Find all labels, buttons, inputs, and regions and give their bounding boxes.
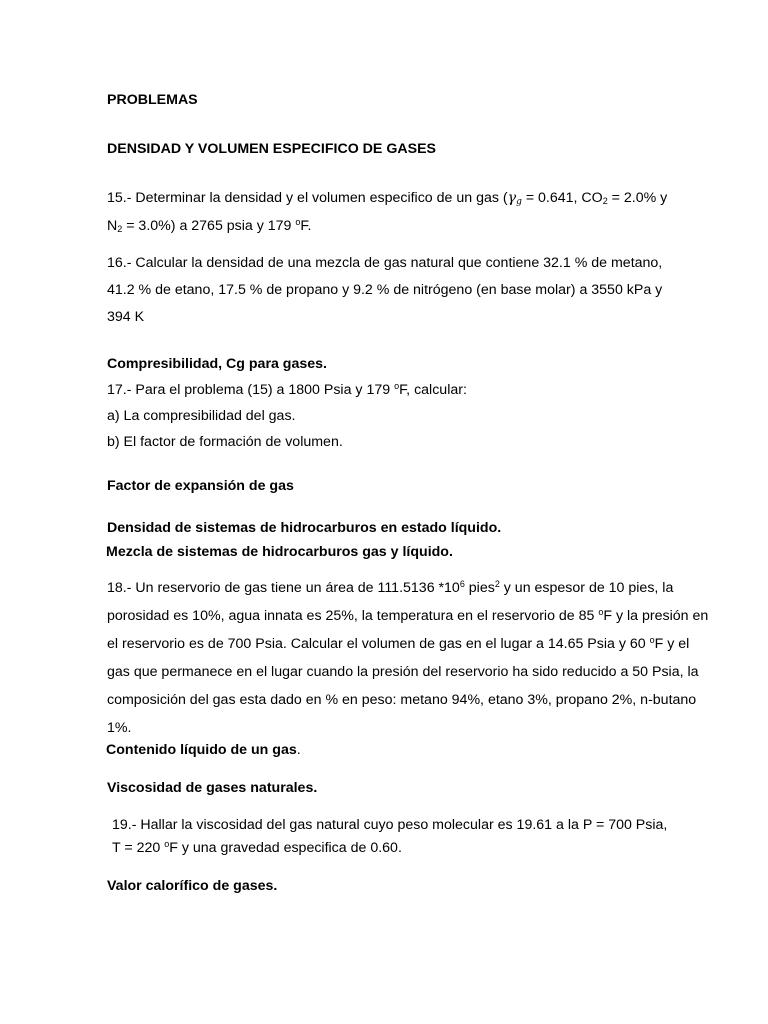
problem-17-item-a: a) La compresibilidad del gas.: [107, 408, 296, 424]
problem-19: [112, 814, 667, 860]
problem-18-line-1: 18.- Un reservorio de gas tiene un área de 111.5136 $*10^6$ pies$^2$ y un espesor de 10 pies, la: [107, 579, 674, 596]
problem-15-line-2: $N_2 = 3.0\%$) a 2765 psia y 179 $^o$F.: [107, 217, 312, 234]
problem-18-line-2: porosidad es 10%, agua innata es 25%, la temperatura en el reservorio de 85 $^o$F y la presión en: [107, 607, 709, 624]
problem-18: [107, 574, 709, 742]
problem-17-item-b: b) El factor de formación de volumen.: [107, 434, 343, 450]
section-heading-expansion: Factor de expansión de gas: [107, 478, 294, 494]
problem-18-line-4: gas que permanece en el lugar cuando la presión del reservorio ha sido reducido a 50 Psia, la: [107, 664, 699, 680]
problem-15: [107, 184, 668, 240]
problem-18-line-3: el reservorio es de 700 Psia. Calcular el volumen de gas en el lugar a 14.65 Psia y 60 $^o$F y el: [107, 635, 690, 652]
section-heading-density: DENSIDAD Y VOLUMEN ESPECIFICO DE GASES: [107, 141, 436, 157]
problem-19-line-1: 19.- Hallar la viscosidad del gas natural cuyo peso molecular es 19.61 a la P = 700 Psia,: [112, 817, 668, 833]
problem-19-line-2: T = 220 $^o$F y una gravedad especifica de 0.60.: [112, 839, 402, 856]
problem-15-line-1: 15.- Determinar la densidad y el volumen especifico de un gas ($\gamma_g = 0.641$, $CO_2 = 2.0\%$ y: [107, 190, 668, 207]
problem-16: [107, 250, 663, 331]
problem-18-line-6: 1%.: [107, 720, 132, 736]
problem-16-line-2: 41.2 % de etano, 17.5 % de propano y 9.2 % de nitrógeno (en base molar) a 3550 kPa y: [107, 282, 663, 298]
section-heading-compressibility: Compresibilidad, Cg para gases.: [107, 356, 327, 372]
section-heading-viscosity: Viscosidad de gases naturales.: [107, 780, 318, 796]
section-heading-liquid-content: Contenido líquido de un gas.: [106, 742, 301, 758]
problem-17: [107, 377, 467, 455]
problem-16-line-3: 394 K: [107, 309, 145, 325]
problem-16-line-1: 16.- Calcular la densidad de una mezcla de gas natural que contiene 32.1 % de metano,: [107, 255, 663, 271]
problem-18-line-5: composición del gas esta dado en % en peso: metano 94%, etano 3%, propano 2%, n-butano: [107, 692, 697, 708]
section-heading-liquid-density: Densidad de sistemas de hidrocarburos en estado líquido.: [107, 520, 502, 536]
problem-17-intro: 17.- Para el problema (15) a 1800 Psia y 179 $^o$F, calcular:: [107, 381, 467, 398]
section-heading-calorific: Valor calorífico de gases.: [107, 878, 278, 894]
section-heading-mixture: Mezcla de sistemas de hidrocarburos gas y líquido.: [106, 544, 453, 560]
page-heading: PROBLEMAS: [107, 92, 198, 108]
